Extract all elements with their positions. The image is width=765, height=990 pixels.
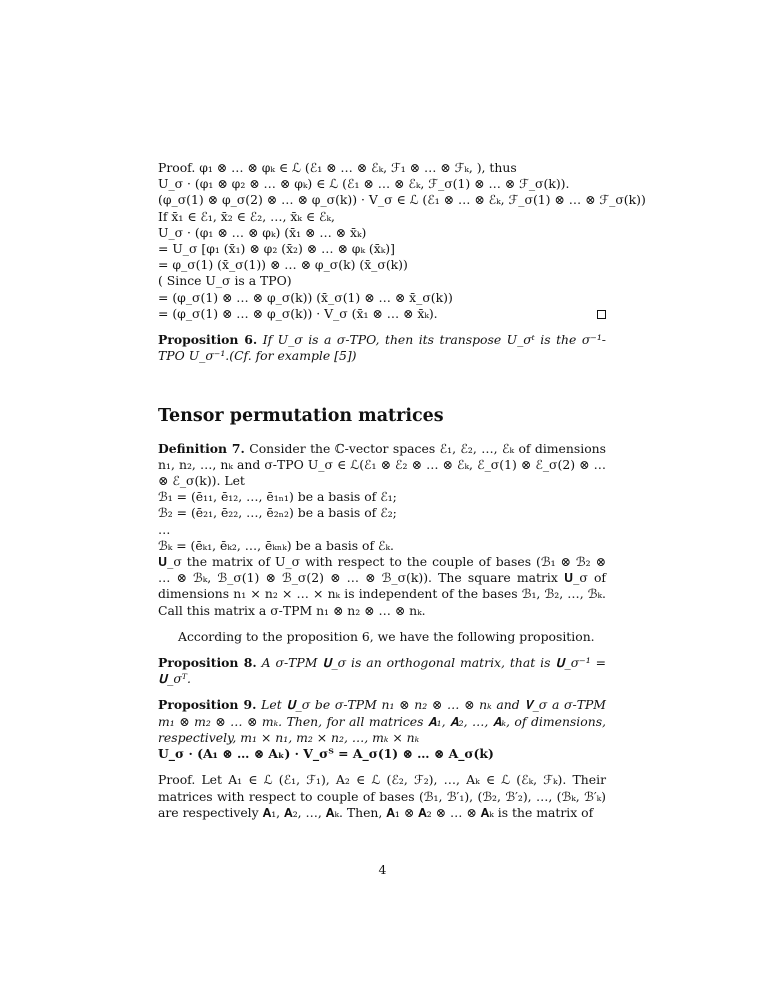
- page-body: [158, 160, 646, 821]
- proof-2: Proof. Let A₁ ∈ ℒ (ℰ₁, ℱ₁), A₂ ∈ ℒ (ℰ₂, ℱ₂), …, Aₖ ∈ ℒ (ℰₖ, ℱₖ). Their matrices with respect to couple of bases (ℬ₁, ℬ′₁), (ℬ₂, ℬ′₂), …, (ℬₖ, ℬ′ₖ) are respectively 𝐀₁, 𝐀₂, …, 𝐀ₖ. Then, 𝐀₁ ⊗ 𝐀₂ ⊗ … ⊗ 𝐀ₖ is the matrix of: [158, 772, 606, 820]
- proof-block: [158, 160, 646, 322]
- proposition-6: [158, 332, 606, 364]
- proposition-8: [158, 655, 606, 687]
- definition-7: [158, 441, 606, 490]
- proposition-6-label: Proposition 6.: [158, 332, 258, 348]
- proposition-9-formula: 𝐔_σ · (𝐀₁ ⊗ … ⊗ 𝐀ₖ) · 𝐕_σᵀ = 𝐀_σ(1) ⊗ … ⊗ 𝐀_σ(k): [158, 746, 494, 762]
- proof-line-1: Proof. φ₁ ⊗ … ⊗ φₖ ∈ ℒ (ℰ₁ ⊗ … ⊗ ℰₖ, ℱ₁ ⊗ … ⊗ ℱₖ, ), thus: [158, 160, 517, 175]
- qed-square-icon: [597, 310, 606, 319]
- proof-line-7: = φ_σ(1) (x̄_σ(1)) ⊗ … ⊗ φ_σ(k) (x̄_σ(k)): [158, 257, 408, 273]
- basis-1: ℬ₁ = (ē₁₁, ē₁₂, …, ē₁ₙ₁) be a basis of ℰ₁;: [158, 489, 397, 505]
- page-number: 4: [378, 862, 387, 877]
- proposition-8-label: Proposition 8.: [158, 655, 257, 671]
- proposition-9-text: Let 𝐔_σ be σ-TPM n₁ ⊗ n₂ ⊗ … ⊗ nₖ and 𝐕_σ a σ-TPM m₁ ⊗ m₂ ⊗ … ⊗ mₖ. Then, for all matrices 𝐀₁, 𝐀₂, …, 𝐀ₖ, of dimensions, respectively, m₁ × n₁, m₂ × n₂, …, mₖ × nₖ: [158, 697, 606, 745]
- definition-7-label: Definition 7.: [158, 440, 245, 456]
- section-title: Tensor permutation matrices: [158, 406, 444, 427]
- proposition-9: [158, 697, 606, 746]
- according-paragraph: According to the proposition 6, we have the following proposition.: [178, 628, 595, 644]
- proposition-6-text: If U_σ is a σ-TPO, then its transpose U_σᵗ is the σ⁻¹-TPO U_σ⁻¹.(Cf. for example [5]): [158, 332, 606, 364]
- proof-line-10: = (φ_σ(1) ⊗ … ⊗ φ_σ(k)) · V_σ (x̄₁ ⊗ … ⊗ x̄ₖ).: [158, 305, 438, 321]
- proof-line-4: If x̄₁ ∈ ℰ₁, x̄₂ ∈ ℰ₂, …, x̄ₖ ∈ ℰₖ,: [158, 208, 335, 224]
- basis-dots: …: [158, 521, 171, 537]
- proof-line-8: ( Since U_σ is a TPO): [158, 273, 292, 289]
- definition-7-rest: 𝐔_σ the matrix of U_σ with respect to the couple of bases (ℬ₁ ⊗ ℬ₂ ⊗ … ⊗ ℬₖ, ℬ_σ(1) ⊗ ℬ_σ(2) ⊗ … ⊗ ℬ_σ(k)). The square matrix 𝐔_σ of dimensions n₁ × n₂ × … × nₖ is independent of the bases ℬ₁, ℬ₂, …, ℬₖ. Call this matrix a σ-TPM n₁ ⊗ n₂ ⊗ … ⊗ nₖ.: [158, 554, 606, 618]
- definition-7-text: Consider the ℂ-vector spaces ℰ₁, ℰ₂, …, ℰₖ of dimensions n₁, n₂, …, nₖ and σ-TPO U_σ ∈ ℒ(ℰ₁ ⊗ ℰ₂ ⊗ … ⊗ ℰₖ, ℰ_σ(1) ⊗ ℰ_σ(2) ⊗ … ⊗ ℰ_σ(k)). Let: [158, 440, 606, 489]
- proof-line-6: = U_σ [φ₁ (x̄₁) ⊗ φ₂ (x̄₂) ⊗ … ⊗ φₖ (x̄ₖ)]: [158, 241, 395, 257]
- proof-line-3: (φ_σ(1) ⊗ φ_σ(2) ⊗ … ⊗ φ_σ(k)) · V_σ ∈ ℒ (ℰ₁ ⊗ … ⊗ ℰₖ, ℱ_σ(1) ⊗ … ⊗ ℱ_σ(k)): [158, 192, 646, 208]
- proof-line-2: U_σ · (φ₁ ⊗ φ₂ ⊗ … ⊗ φₖ) ∈ ℒ (ℰ₁ ⊗ … ⊗ ℰₖ, ℱ_σ(1) ⊗ … ⊗ ℱ_σ(k)).: [158, 176, 570, 192]
- proof-line-9: = (φ_σ(1) ⊗ … ⊗ φ_σ(k)) (x̄_σ(1) ⊗ … ⊗ x̄_σ(k)): [158, 289, 453, 305]
- proposition-9-label: Proposition 9.: [158, 697, 257, 713]
- proposition-8-text: A σ-TPM 𝐔_σ is an orthogonal matrix, that is 𝐔_σ⁻¹ = 𝐔_σᵀ.: [158, 655, 606, 687]
- basis-k: ℬₖ = (ēₖ₁, ēₖ₂, …, ēₖₙₖ) be a basis of ℰₖ.: [158, 537, 394, 553]
- basis-2: ℬ₂ = (ē₂₁, ē₂₂, …, ē₂ₙ₂) be a basis of ℰ₂;: [158, 505, 397, 521]
- proof-line-5: U_σ · (φ₁ ⊗ … ⊗ φₖ) (x̄₁ ⊗ … ⊗ x̄ₖ): [158, 224, 367, 240]
